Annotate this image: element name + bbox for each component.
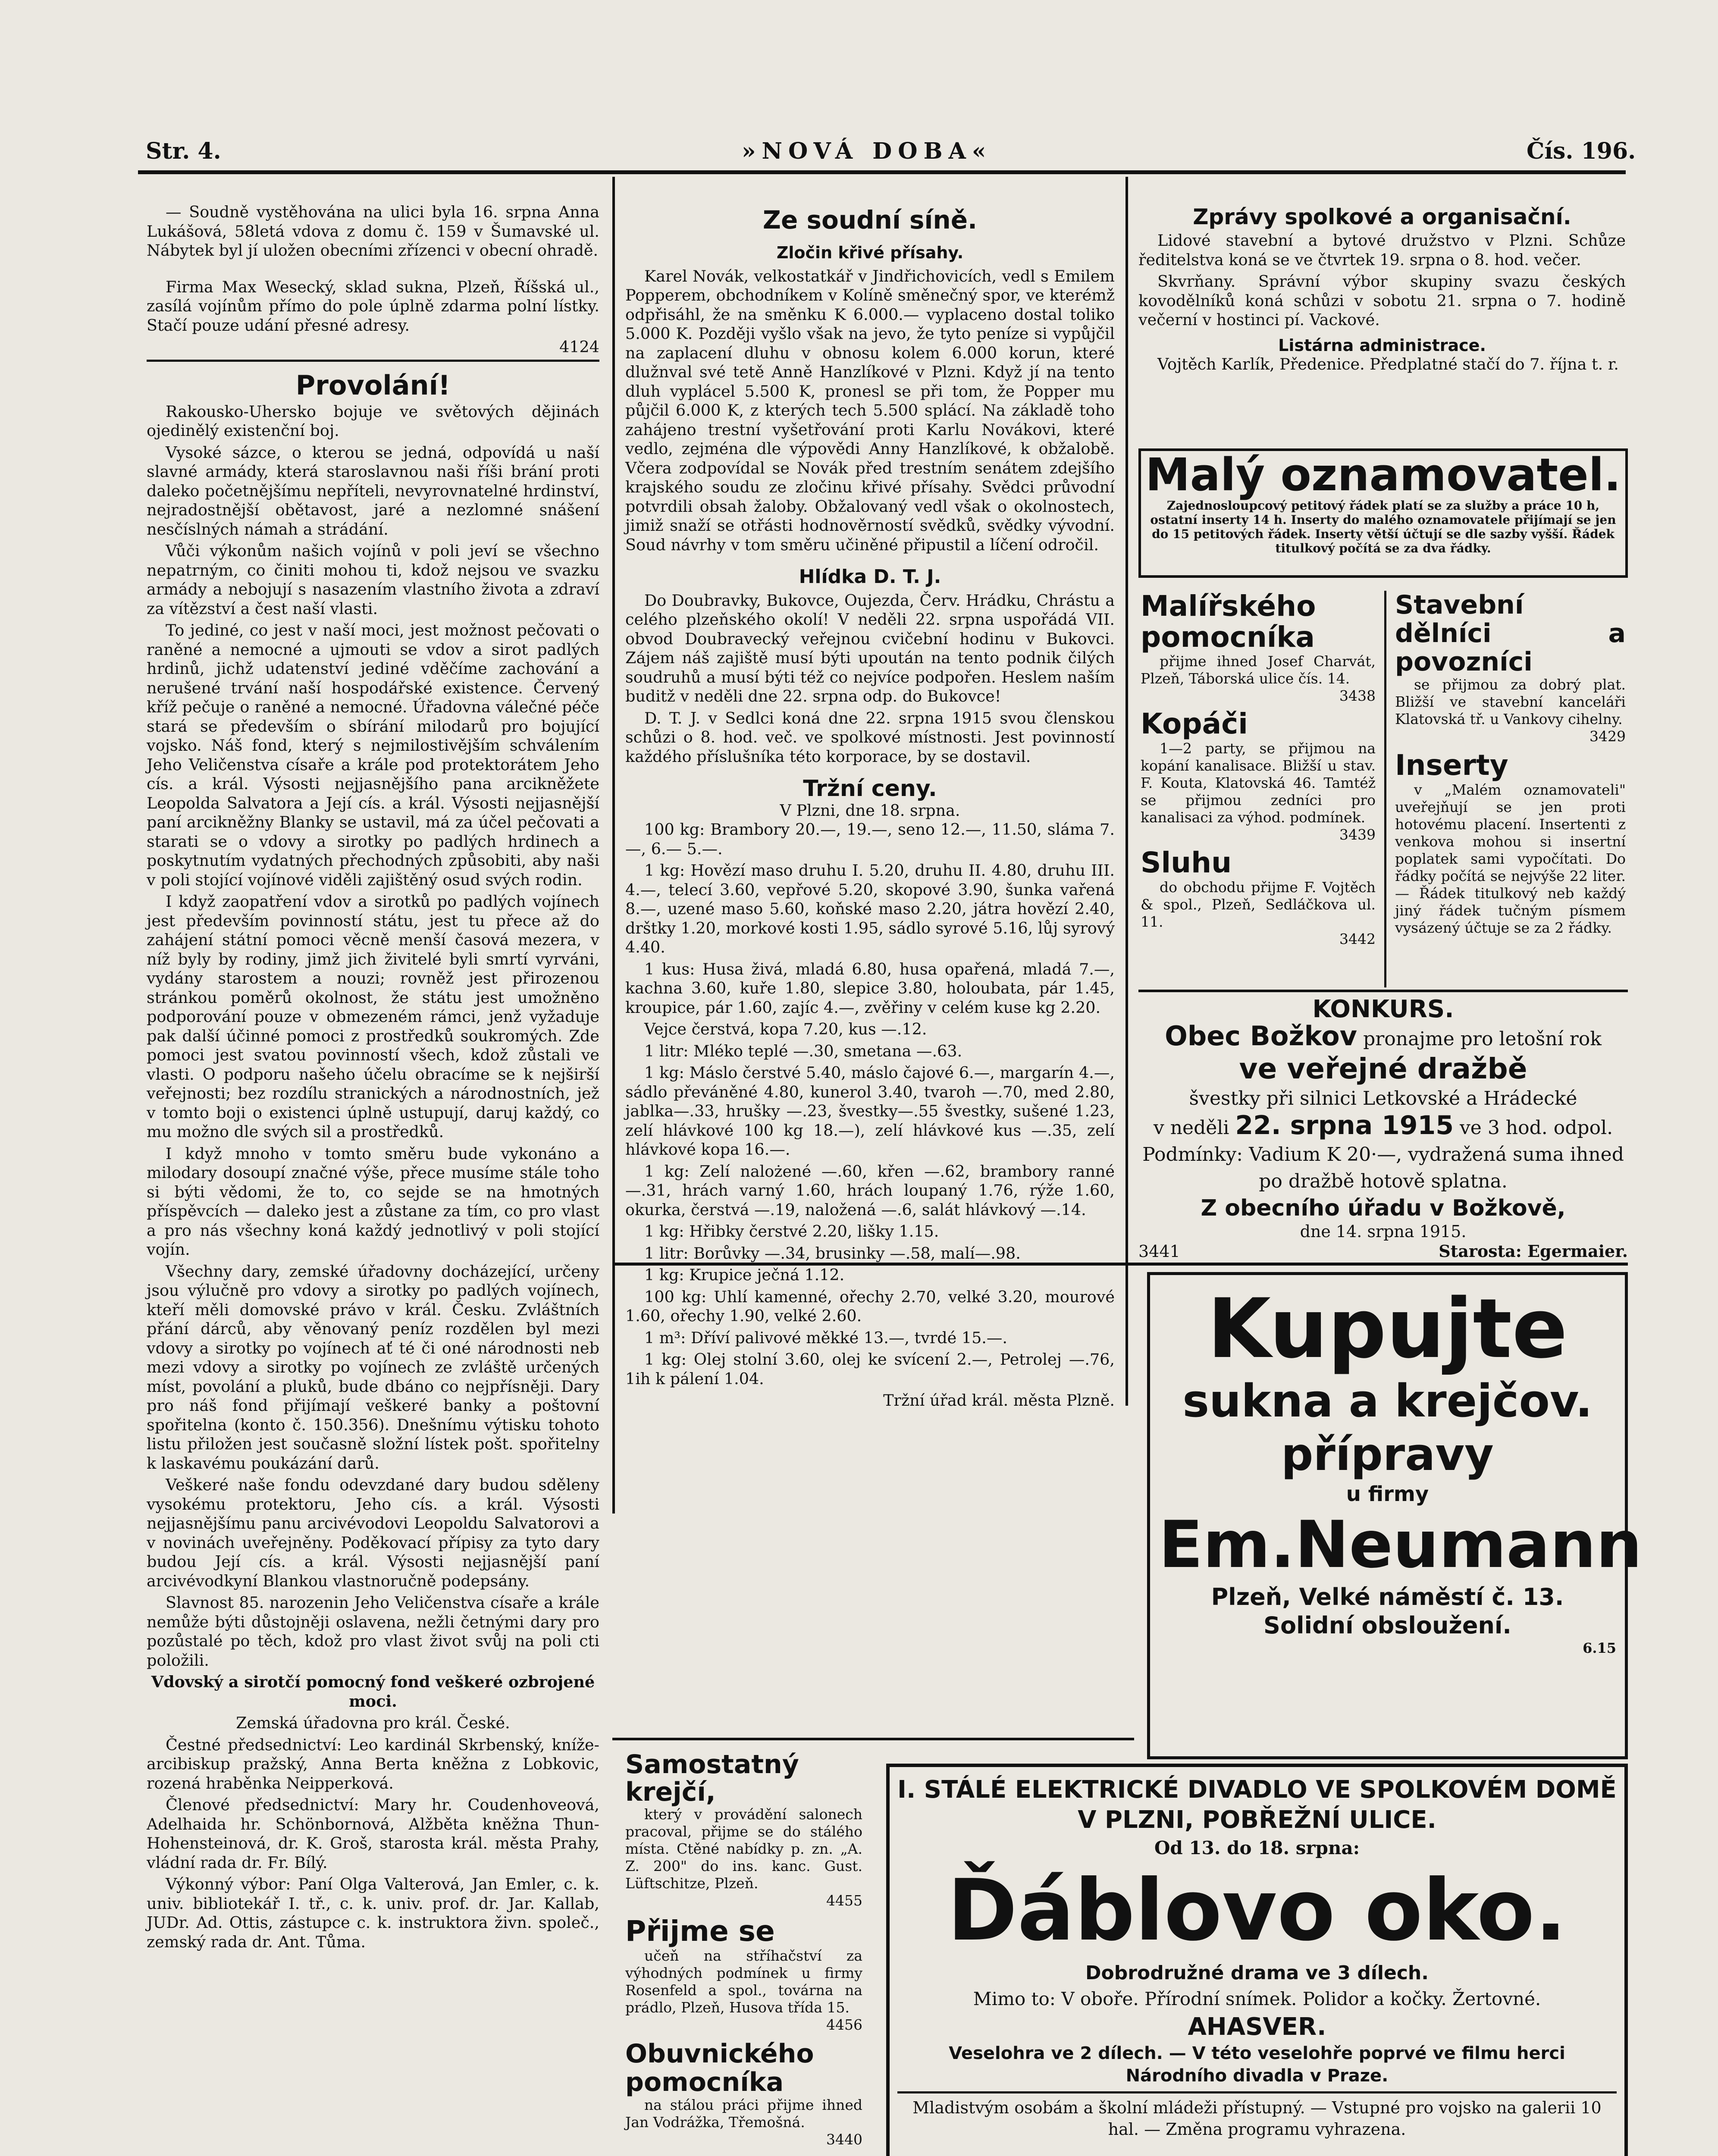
ad-tailor-text: který v provádění salonech pracoval, přijme se do stálého místa. Ctěné nabídky p. zn. „A. Z. 200" do ins. kanc. Gust. Lüftschitze, Plzeň.	[625, 1806, 862, 1892]
cinema-feature: Ďáblovo oko.	[947, 1861, 1567, 1960]
cinema-extras: Mimo to: V oboře. Přírodní snímek. Polidor a kočky. Žertovné.	[973, 1988, 1541, 2009]
konkurs-date-line: dne 14. srpna 1915.	[1300, 1222, 1467, 1241]
classified-divider	[1384, 591, 1386, 987]
konkurs-signature: Starosta: Egermaier.	[1439, 1241, 1628, 1261]
column-3	[1138, 203, 1626, 377]
masthead-title: »NOVÁ DOBA«	[742, 138, 992, 164]
ad-diggers-title: Kopáči	[1141, 707, 1248, 740]
ad-servant-number: 3442	[1339, 931, 1376, 947]
court-note: — Soudně vystěhována na ulici byla 16. srpna Anna Lukášová, 58letá vdova z domu č. 159 v Šumavské ul. Nábytek byl jí uložen obecními zřízenci v obecní ohradě.	[147, 203, 599, 260]
cinema-feature-desc: Dobrodružné drama ve 3 dílech.	[1085, 1962, 1429, 1984]
market-line-3: 1 kus: Husa živá, mladá 6.80, husa opařená, mladá 7.—, kachna 3.60, kuře 1.80, slepice 3.80, holoubata, pár 1.45, kroupice, pár 1.60, zajíc 4.—, zvěřiny v celém kuse kg 2.20.	[625, 959, 1115, 1017]
ad-servant-title: Sluhu	[1141, 846, 1232, 879]
kupujte-line-2: sukna a krejčov.	[1182, 1375, 1593, 1427]
market-line-8: 1 kg: Hřibky čerstvé 2.20, lišky 1.15.	[644, 1222, 939, 1241]
dtj-item-2: D. T. J. v Sedlci koná dne 22. srpna 1915 svou členskou schůzi o 8. hod. več. ve spolkové místnosti. Jest povinností každého příslušníka této korporace, by se dostavil.	[625, 708, 1115, 766]
column-2	[625, 203, 1115, 1410]
market-line-5: 1 litr: Mléko teplé —.30, smetana —.63.	[644, 1041, 962, 1060]
ad-tailor-number: 4455	[826, 1892, 862, 1909]
board-members: Členové předsednictví: Mary hr. Coudenhoveová, Adelhaida hr. Schönbornová, Alžběta kněžna Thun-Hohensteinová, dr. K. Groš, starosta král. města Prahy, vládní rada dr. Fr. Bílý.	[147, 1796, 599, 1872]
market-line-1: 100 kg: Brambory 20.—, 19.—, seno 12.—, 11.50, sláma 7.—, 6.— 5.—.	[625, 820, 1115, 858]
ad-painter-number: 3438	[1339, 687, 1376, 704]
konkurs-rule	[1138, 990, 1628, 992]
ad-apprentice-text: učeň na stříhačství za výhodných podmínek u firmy Rosenfeld a spol., továrna na prádlo, Plzeň, Husova třída 15.	[625, 1947, 862, 2016]
admin-title: Listárna administrace.	[1278, 335, 1486, 355]
konkurs-conditions: Podmínky: Vadium K 20·—, vydražená suma ihned po dražbě hotově splatna.	[1142, 1144, 1624, 1192]
classified-rules: Zajednosloupcový petitový řádek platí se za služby a práce 10 h, ostatní inserty 14 h. Inserty do malého oznamovatele přijímají se jen do 15 petitových řádek. Inserty větší účtují se dle sazby vyšší. Řádek titulkový počítá se za dva řádky.	[1150, 498, 1616, 555]
proclamation-para-8: Veškeré naše fondu odevzdané dary budou sděleny vysokému protektoru, Jeho cís. a král. Výsosti nejjasnějšímu panu arcivévodovi Leopoldu Salvatorovi a v novinách uveřejněny. Poděkovací přípisy za tyto dary budou Její cís. a král. Výsosti nejjasnější paní arcivévodkyní Blankou vlastnoručně podepsány.	[147, 1476, 599, 1590]
konkurs-on-sunday: v neděli	[1153, 1117, 1229, 1139]
konkurs-office: Z obecního úřadu v Božkově,	[1201, 1195, 1566, 1221]
market-place-date: V Plzni, dne 18. srpna.	[780, 801, 960, 820]
fund-name: Vdovský a sirotčí pomocný fond veškeré ozbrojené moci.	[151, 1673, 595, 1711]
page-number: Str. 4.	[146, 138, 221, 164]
column-divider-1	[612, 177, 615, 1514]
market-line-13: 1 kg: Olej stolní 3.60, olej ke svícení 2.—, Petrolej —.76, 1ih k pálení 1.04.	[625, 1350, 1115, 1388]
market-line-10: 1 kg: Krupice ječná 1.12.	[644, 1266, 845, 1284]
header-rule	[138, 170, 1626, 174]
cinema-ad	[886, 1764, 1628, 2156]
kupujte-title: Kupujte	[1207, 1281, 1568, 1376]
club-news-title: Zprávy spolkové a organisační.	[1193, 204, 1571, 229]
ad-inserts-title: Inserty	[1395, 749, 1508, 782]
court-section-title: Ze soudní síně.	[762, 205, 978, 235]
kupujte-top-rule	[612, 1263, 1628, 1266]
small-ads-column	[625, 1751, 862, 2148]
cinema-dates: Od 13. do 18. srpna:	[1154, 1837, 1360, 1858]
proclamation-title: Provolání!	[295, 369, 451, 401]
konkurs-notice	[1138, 996, 1628, 1261]
market-line-12: 1 m³: Dříví palivové měkké 13.—, tvrdé 15.—.	[644, 1328, 1007, 1347]
club-news-2: Skvrňany. Správní výbor skupiny svazu českých kovodělníků koná schůzi v sobotu 21. srpna o 7. hodině večerní v hostinci pí. Vackové.	[1138, 272, 1626, 329]
kupujte-line-3: přípravy	[1281, 1428, 1494, 1481]
proclamation-para-5: I když zaopatření vdov a sirotků po padlých vojínech jest především povinností státu, jest tu přece až do zahájení státní pomoci věcně menší časová mezera, v níž byly by rodiny, jimž jich živitelé byli smrtí vyrváni, vydány starostem a nouzi; rovněž jest přirozenou stránkou poměrů okolnost, že státu jest umožněno podporování pouze v obmezeném rámci, jenž vyžaduje pak další účinné pomoci z prostředků soukromých. Zde pomoci jest svatou povinností všech, kdož zůstali ve vlasti. O podporu našeho účelu obracíme se k nejširší veřejnosti; bez rozdílu stranických a národnostních, jež v tomto boji o existenci úplně ustupují, daruj každý, co mu možno dle svých sil a prostředků.	[147, 892, 599, 1141]
ads-top-rule	[612, 1738, 1134, 1740]
rule	[147, 360, 599, 362]
ad-workers-text: se přijmou za dobrý plat. Bližší ve stavební kanceláři Klatovská tř. u Vankovy cihelny.	[1395, 676, 1626, 727]
market-line-7: 1 kg: Zelí nalożené —.60, křen —.62, brambory ranné —.31, hrách varný 1.60, hrách loupaný 1.76, rýže 1.60, okurka, čerstvá —.19, naložená —.6, salát hlávkový —.14.	[625, 1162, 1115, 1219]
konkurs-rent: pronajme pro letošní rok	[1363, 1028, 1602, 1050]
kupujte-number: 6.15	[1583, 1640, 1616, 1656]
cinema-second-feature: AHASVER.	[1188, 2013, 1326, 2041]
ad-tailor-title: Samostatný krejčí,	[625, 1749, 799, 1807]
court-article: Karel Novák, velkostatkář v Jindřichovicích, vedl s Emilem Popperem, obchodníkem v Kolíně směnečný spor, ve kterémž odpřisáhl, že na směnku K 6.000.— vyplaceno dostal toliko 5.000 K. Později vyšlo však na jevo, že tyto peníze si vypůjčil na zaplacení dluhu v obnosu kolem 6.000 korun, které dlužnval své tetě Anně Hanzlíkové v Plzni. Když jí na tento dluh vyplácel 5.500 K, pronesl se při tom, že Popper mu půjčil 6.000 K, z kterých tech 5.500 splácí. Na základě toho zahájeno trestní vyšetřování proti Karlu Novákovi, které vedlo, zejména dle výpovědi Anny Hanzlíkové, k obžalobě. Včera zodpovídal se Novák před trestním senátem zdejšího krajského soudu ze zločinu křivé přísahy. Svědci průvodní potvrdili obsah žaloby. Obžalovaný vedl však o okolnostech, jimiž snaží se otřásti hodnověrností svědků, svědky vývodní. Soud návrhy v tom směru učiněné připustil a líčení odročil.	[625, 266, 1115, 554]
ad-diggers-number: 3439	[1339, 826, 1376, 843]
ad-servant-text: do obchodu přijme F. Vojtěch & spol., Plzeň, Sedláčkova ul. 11.	[1141, 879, 1376, 930]
cinema-second-desc: Veselohra ve 2 dílech. — V této veselohře poprvé ve filmu herci Národního divadla v Praze.	[949, 2043, 1565, 2086]
konkurs-time: ve 3 hod. odpol.	[1459, 1117, 1613, 1139]
proclamation-para-3: Vůči výkonům našich vojínů v poli jeví se všechno nepatrným, co činiti mohou ti, kdož nejsou ve svazku armády a nebojují s nasazením vlastního života a zdraví za vítězství a čest naší vlasti.	[147, 542, 599, 618]
wesecky-note-number: 4124	[559, 338, 599, 356]
honorary-board: Čestné předsednictví: Leo kardinál Skrbenský, kníže-arcibiskup pražský, Anna Berta kněžna z Lobkovic, rozená hraběnka Neipperková.	[147, 1735, 599, 1792]
admin-note: Vojtěch Karlík, Předenice. Předplatné stačí do 7. října t. r.	[1157, 355, 1619, 373]
konkurs-number: 3441	[1138, 1242, 1180, 1261]
proclamation-para-1: Rakousko-Uhersko bojuje ve světových dějinách ojedinělý existenční boj.	[147, 402, 599, 440]
kupujte-line-4: u firmy	[1346, 1482, 1429, 1506]
ad-shoemaker-number: 3440	[826, 2131, 862, 2148]
konkurs-plums: švestky při silnici Letkovské a Hrádecké	[1189, 1087, 1577, 1109]
column-divider-2	[1125, 177, 1128, 1406]
kupujte-address: Plzeň, Velké náměstí č. 13.	[1211, 1583, 1564, 1611]
konkurs-date: 22. srpna 1915	[1235, 1110, 1454, 1141]
club-news-1: Lidové stavební a bytové družstvo v Plzni. Schůze ředitelstva koná se ve čtvrtek 19. srpna o 8. hod. večer.	[1138, 231, 1626, 269]
dtj-item-1: Do Doubravky, Bukovce, Oujezda, Červ. Hrádku, Chrástu a celého plzeňského okolí! V neděli 22. srpna uspořádá VII. obvod Doubravecký veřejnou cvičební hodinu v Bukovci. Zájem náš zajiště musí býti upoután na tento podnik čilých soudruhů a musí býti též co nejvíce podpořen. Heslem naším buditž v neděli dne 22. srpna odp. do Bukovce!	[625, 591, 1115, 705]
proclamation-para-4: To jediné, co jest v naší moci, jest možnost pečovati o raněné a nemocné a ujmouti se vdov a sirot padlých hrdinů, jichž udatenství jediné vděčíme zachování a nerušené trvání naší hospodářské existence. Červený kříž pečuje o raněné a nemocné. Úřadovna válečné péče stará se především o sbírání milodarů pro bojující vojsko. Náš fond, který s nejmilostivějším schválením Jeho Veličenstva císaře a krále pod protektorátem Jeho cís. a král. Výsosti nejjasnějšího pana arcikněžete Leopolda Salvatora a Její cís. a král. Výsosti nejjasnější paní arcikněžny Blanky se ustavil, má za účel pečovati a starati se o vdovy a sirotky po padlých hrdinech a poskytnutím vydatných přechodných způsobiti, aby naši v poli stojící vojínové viděli zajištěný osud svých rodin.	[147, 621, 599, 889]
ad-painter-title: Malířského pomocníka	[1141, 589, 1316, 654]
cinema-venue: I. STÁLÉ ELEKTRICKÉ DIVADLO VE SPOLKOVÉM DOMĚ V PLZNI, POBŘEŽNÍ ULICE.	[897, 1776, 1617, 1834]
ad-workers-number: 3429	[1589, 728, 1626, 745]
market-office: Tržní úřad král. města Plzně.	[883, 1391, 1115, 1410]
classified-right	[1395, 591, 1626, 937]
executive-committee: Výkonný výbor: Paní Olga Valterová, Jan Emler, c. k. univ. bibliotekář I. tř., c. k. univ. prof. dr. Jar. Kallab, JUDr. Ad. Ottis, zástupce c. k. instruktora živn. společ., zemský rada dr. Ant. Tůma.	[147, 1875, 599, 1951]
office-name: Zemská úřadovna pro král. České.	[236, 1714, 510, 1732]
market-line-2: 1 kg: Hovězí maso druhu I. 5.20, druhu II. 4.80, druhu III. 4.—, telecí 3.60, vepřové 5.20, skopové 3.90, šunka vařená 8.—, uzené maso 5.60, koňské maso 2.20, játra hovězí 2.40, drštky 1.20, morkové kosti 1.95, sádlo syrové 5.16, lůj syrový 4.40.	[625, 861, 1115, 956]
proclamation-para-7: Všechny dary, zemské úřadovny docházející, určeny jsou výlučně pro vdovy a sirotky po padlých vojínech, kteří měli domovské právo v král. Česku. Zvláštních přání dárců, aby věnovaný peníz rozdělen byl mezi vdovy a sirotky po vojínech ať té či oné národnosti neb mezi vdovy a sirotky po vojínech ze zvláště určených míst, povolání a pluků, bude dbáno co nejpřísněji. Dary pro náš fond přijímají veškeré banky a poštovní spořitelna (konto č. 150.356). Dnešnímu výtisku tohoto listu přiložen jest současně složní lístek pošt. spořitelny k laskavému poukázání darů.	[147, 1262, 599, 1473]
konkurs-auction: ve veřejné dražbě	[1239, 1052, 1527, 1085]
classified-left	[1141, 591, 1376, 948]
konkurs-village: Obec Božkov	[1165, 1020, 1357, 1052]
market-line-9: 1 litr: Borůvky —.34, brusinky —.58, malí—.98.	[644, 1244, 1021, 1263]
ad-inserts-text: v „Malém oznamovateli" uveřejňují se jen proti hotovému placení. Insertenti z venkova mohou si insertní poplatek sami vypočítati. Do řádky počítá se nejvýše 22 liter. — Řádek titulkový neb každý jiný řádek tučným písmem vysázený účtuje se za 2 řádky.	[1395, 781, 1626, 936]
dtj-title: Hlídka D. T. J.	[799, 566, 941, 588]
market-title: Tržní ceny.	[803, 776, 937, 802]
ad-shoemaker-text: na stálou práci přijme ihned Jan Vodrážka, Třemošná.	[625, 2096, 862, 2131]
kupujte-service: Solidní obsloužení.	[1263, 1612, 1511, 1639]
column-1	[147, 203, 599, 1954]
ad-painter-text: přijme ihned Josef Charvát, Plzeň, Táborská ulice čís. 14.	[1141, 653, 1376, 687]
kupujte-firm: Em.Neumann	[1159, 1507, 1642, 1583]
cinema-admission: Mladistvým osobám a školní mládeži přístupný. — Vstupné pro vojsko na galerii 10 hal. — Změna programu vyhrazena.	[897, 2091, 1617, 2140]
konkurs-title: KONKURS.	[1312, 995, 1454, 1023]
proclamation-para-9: Slavnost 85. narozenin Jeho Veličenstva císaře a krále nemůže býti důstojněji oslavena, nežli četnými dary pro pozůstalé po těch, kdož pro vlast život svůj na poli cti položili.	[147, 1593, 599, 1670]
ad-apprentice-number: 4456	[826, 2016, 862, 2033]
ad-apprentice-title: Přijme se	[625, 1915, 775, 1948]
ad-shoemaker-title: Obuvnického pomocníka	[625, 2039, 814, 2097]
market-line-4: Vejce čerstvá, kopa 7.20, kus —.12.	[644, 1020, 927, 1038]
proclamation-para-2: Vysoké sázce, o kterou se jedná, odpovídá u naší slavné armády, která staroslavnou naši říši brání proti daleko početnějšímu nepříteli, nevyrovnatelné hrdinství, nejradostnější obětavost, jaré a nezlomné snášení nesčíslných námah a strádání.	[147, 443, 599, 539]
classified-header-box	[1138, 448, 1628, 578]
issue-number: Čís. 196.	[1527, 138, 1636, 164]
market-line-11: 100 kg: Uhlí kamenné, ořechy 2.70, velké 3.20, mourové 1.60, ořechy 1.90, velké 2.60.	[625, 1287, 1115, 1325]
classified-title: Malý oznamovatel.	[1145, 448, 1621, 501]
wesecky-note: Firma Max Wesecký, sklad sukna, Plzeň, Říšská ul., zasílá vojínům přímo do pole úplně zdarma polní lístky. Stačí pouze udání přesné adresy.	[147, 277, 599, 335]
proclamation-para-6: I když mnoho v tomto směru bude vykonáno a milodary dosoupí značné výše, přece musíme stále toho si býti vědomi, že to, co sejde se na hmotných příspěvcích — daleko jest a zůstane za tím, co pro vlast a pro nás všechny koná každý jednotlivý v poli stojící vojín.	[147, 1144, 599, 1259]
court-subtitle: Zločin křivé přísahy.	[776, 243, 964, 262]
market-line-6: 1 kg: Máslo čerstvé 5.40, máslo čajové 6.—, margarín 4.—, sádlo převáněné 4.80, kunerol 3.40, tvaroh —.70, med 2.80, jablka—.33, hrušky —.23, švestky—.55 švestky, sušené 1.23, zelí hlávkové 100 kg 18.—), zelí hlávkové kus —.35, zelí hlávkové kopa 16.—.	[625, 1063, 1115, 1159]
kupujte-ad	[1147, 1272, 1642, 1759]
ad-workers-title: Stavební dělníci a povozníci	[1395, 590, 1626, 677]
ad-diggers-text: 1—2 party, se přijmou na kopání kanalisace. Bližší u stav. F. Kouta, Klatovská 46. Tamtéž se přijmou zedníci pro kanalisaci za výhod. podmínek.	[1141, 740, 1376, 826]
